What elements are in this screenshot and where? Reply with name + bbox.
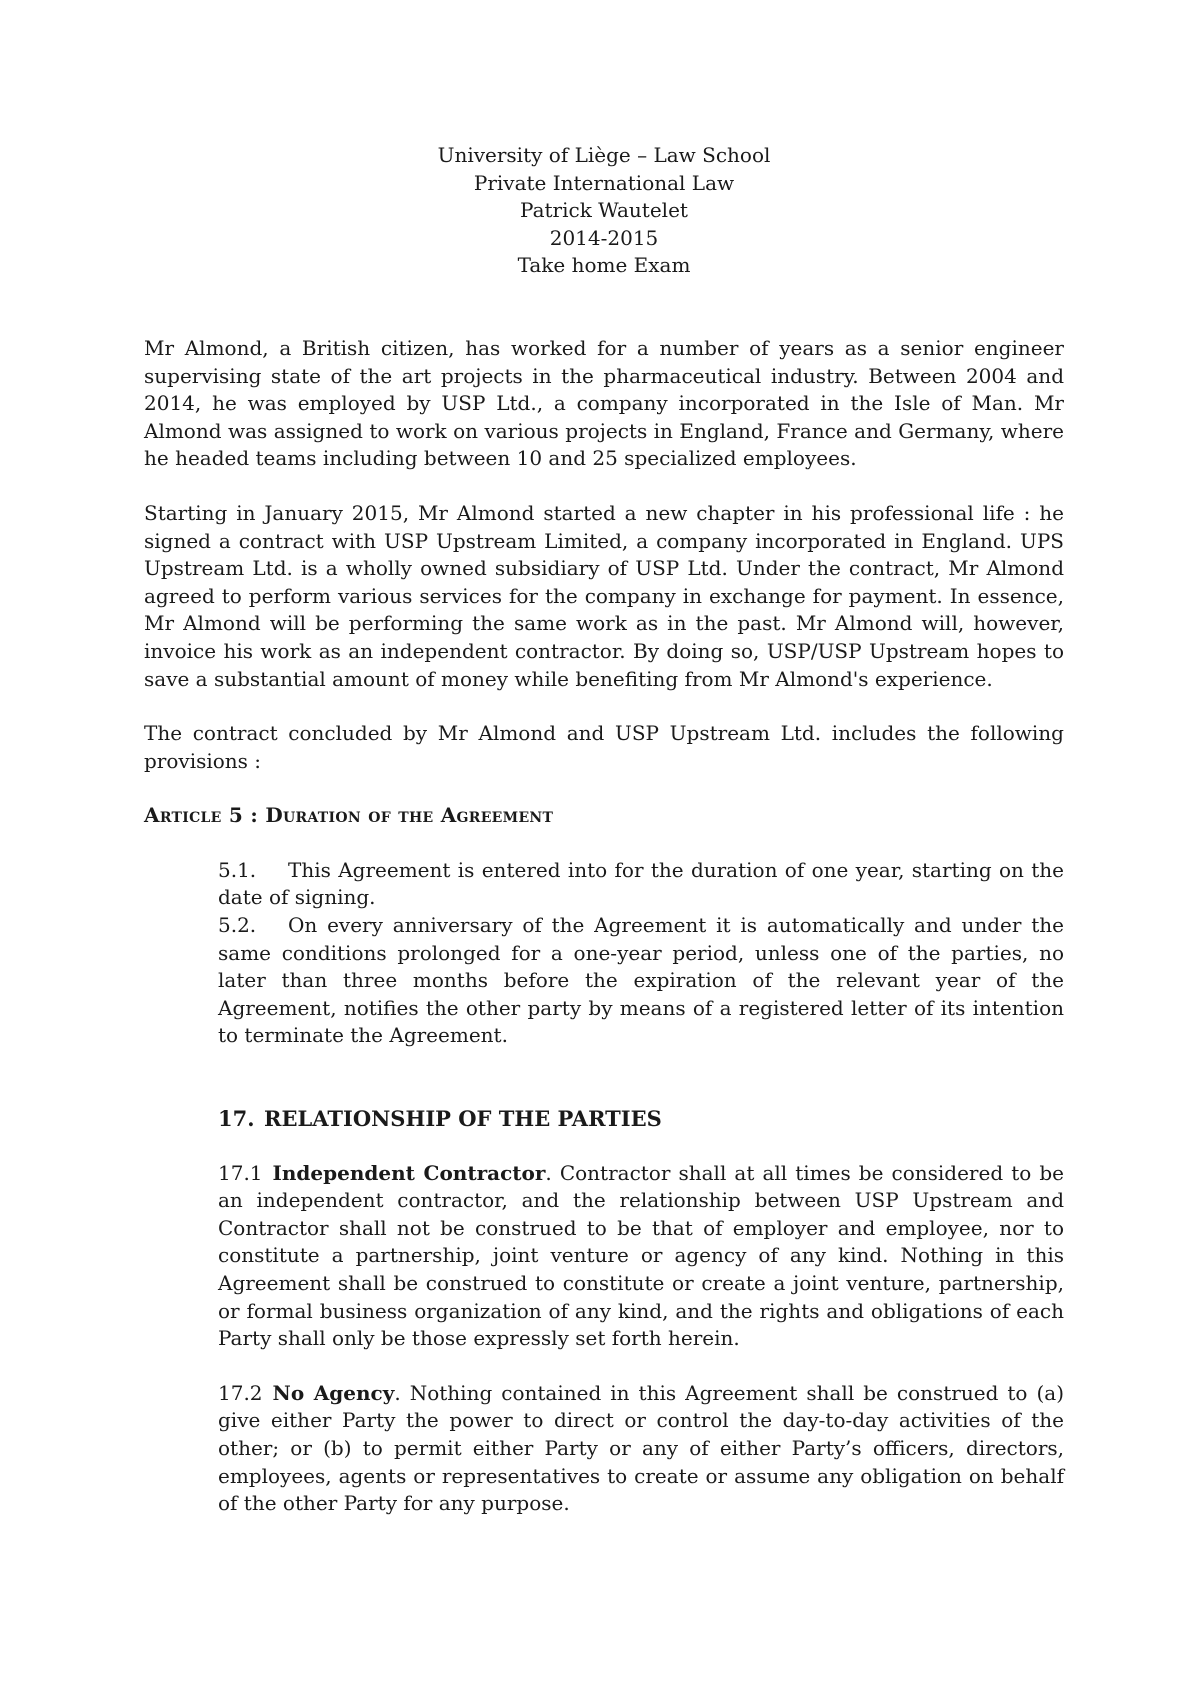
- clause-5-2-text: On every anniversary of the Agreement it is automatically and under the same conditions prolonged for a one-year period, unless one of the parties, no later than three months before the expiration of the relevant year of the Agreement, notifies the other party by means of a registered letter of its intention to terminate the Agreement.: [218, 913, 1064, 1048]
- clause-17-2: [218, 1380, 1064, 1518]
- clause-17-1-number: 17.1: [218, 1160, 263, 1185]
- header-year: 2014-2015: [549, 225, 659, 250]
- header-university: University of Liège – Law School: [437, 143, 771, 167]
- intro-paragraph-3: The contract concluded by Mr Almond and USP Upstream Ltd. includes the following provisions :: [144, 721, 1064, 773]
- section-17-number: 17.: [218, 1106, 255, 1132]
- header-professor: Patrick Wautelet: [520, 198, 688, 223]
- section-17-heading: [218, 1105, 1064, 1133]
- clause-17-1-text: . Contractor shall at all times be considered to be an independent contractor, and the relationship between USP Upstream and Contractor shall not be construed to be that of employer and employee, nor to constitute a partnership, joint venture or agency of any kind. Nothing in this Agreement shall be construed to constitute or create a joint venture, partnership, or formal business organization of any kind, and the rights and obligations of each Party shall only be those expressly set forth herein.: [218, 1160, 1064, 1351]
- article-5-body: [218, 857, 1064, 1050]
- header-course: Private International Law: [473, 170, 735, 195]
- clause-17-1-title: Independent Contractor: [272, 1160, 546, 1185]
- clause-5-1-number: 5.1.: [218, 857, 257, 882]
- header-exam-type: Take home Exam: [517, 253, 691, 278]
- article-5-heading: Article 5 : Duration of the Agreement: [144, 803, 554, 828]
- clause-17-2-text: . Nothing contained in this Agreement shall be construed to (a) give either Party the power to direct or control the day-to-day activities of the other; or (b) to permit either Party or any of either Party’s officers, directors, employees, agents or representatives to create or assume any obligation on behalf of the other Party for any purpose.: [218, 1380, 1064, 1516]
- clause-17-2-number: 17.2: [218, 1380, 263, 1405]
- clause-5-1: [218, 857, 1064, 912]
- intro-paragraph-2: Starting in January 2015, Mr Almond started a new chapter in his professional life : he signed a contract with USP Upstream Limited, a company incorporated in England. UPS Upstream Ltd. is a wholly owned subsidiary of USP Ltd. Under the contract, Mr Almond agreed to perform various services for the company in exchange for payment. In essence, Mr Almond will be performing the same work as in the past. Mr Almond will, however, invoice his work as an independent contractor. By doing so, USP/USP Upstream hopes to save a substantial amount of money while benefiting from Mr Almond's experience.: [144, 500, 1064, 691]
- clause-17-1: [218, 1160, 1064, 1353]
- intro-paragraph-1: Mr Almond, a British citizen, has worked for a number of years as a senior engineer supervising state of the art projects in the pharmaceutical industry. Between 2004 and 2014, he was employed by USP Ltd., a company incorporated in the Isle of Man. Mr Almond was assigned to work on various projects in England, France and Germany, where he headed teams including between 10 and 25 specialized employees.: [144, 335, 1064, 471]
- clause-5-1-text: This Agreement is entered into for the duration of one year, starting on the date of signing.: [218, 857, 1064, 910]
- clause-5-2: [218, 912, 1064, 1050]
- exam-header: [144, 142, 1064, 280]
- document-content: [144, 142, 1064, 1545]
- clause-5-2-number: 5.2.: [218, 913, 257, 938]
- section-17-title: RELATIONSHIP OF THE PARTIES: [264, 1106, 662, 1132]
- clause-17-2-title: No Agency: [272, 1380, 395, 1405]
